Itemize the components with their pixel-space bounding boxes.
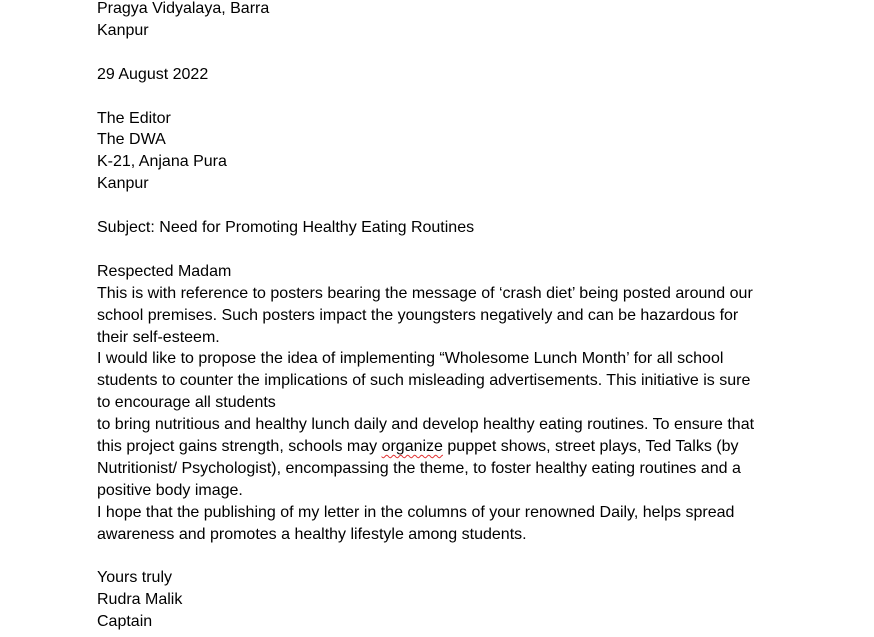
body-line: awareness and promotes a healthy lifestyle among students. <box>97 525 527 543</box>
body-line: Nutritionist/ Psychologist), encompassing the theme, to foster healthy eating routines and a <box>97 459 741 477</box>
letter-document <box>97 0 797 633</box>
body-text: puppet shows, street plays, Ted Talks (by <box>442 438 739 456</box>
valediction: Yours truly <box>97 569 172 587</box>
recipient-line: The DWA <box>97 131 166 149</box>
sender-address-line: Pragya Vidyalaya, Barra <box>97 0 270 17</box>
recipient-line: K-21, Anjana Pura <box>97 153 227 171</box>
body-line: This is with reference to posters bearing the message of ‘crash diet’ being posted around our <box>97 284 753 302</box>
sender-address <box>97 0 797 42</box>
recipient-line: Kanpur <box>97 175 149 193</box>
body-line: school premises. Such posters impact the youngsters negatively and can be hazardous for <box>97 306 739 324</box>
blank-line <box>97 42 797 64</box>
spellcheck-flagged-word[interactable]: organize <box>381 438 443 456</box>
recipient-line: The Editor <box>97 109 171 127</box>
sender-city: Kanpur <box>97 21 149 39</box>
letter-subject: Subject: Need for Promoting Healthy Eating Routines <box>97 219 475 237</box>
body-line: positive body image. <box>97 481 243 499</box>
body-line: I hope that the publishing of my letter in the columns of your renowned Daily, helps spread <box>97 503 735 521</box>
body-line: to bring nutritious and healthy lunch daily and develop healthy eating routines. To ensure that <box>97 416 755 434</box>
salutation: Respected Madam <box>97 262 232 280</box>
body-line: I would like to propose the idea of implementing “Wholesome Lunch Month’ for all school <box>97 350 724 368</box>
signatory-title: Captain <box>97 613 153 631</box>
blank-line <box>97 239 797 261</box>
blank-line <box>97 546 797 568</box>
blank-line <box>97 86 797 108</box>
body-line: students to counter the implications of such misleading advertisements. This initiative is sure <box>97 372 751 390</box>
body-line: to encourage all students <box>97 394 276 412</box>
closing-block <box>97 567 797 633</box>
letter-date: 29 August 2022 <box>97 65 209 83</box>
letter-body <box>97 283 797 546</box>
body-line <box>97 436 797 458</box>
signatory-name: Rudra Malik <box>97 591 183 609</box>
body-line: their self-esteem. <box>97 328 220 346</box>
blank-line <box>97 195 797 217</box>
recipient-address <box>97 108 797 196</box>
body-text: this project gains strength, schools may <box>97 438 382 456</box>
